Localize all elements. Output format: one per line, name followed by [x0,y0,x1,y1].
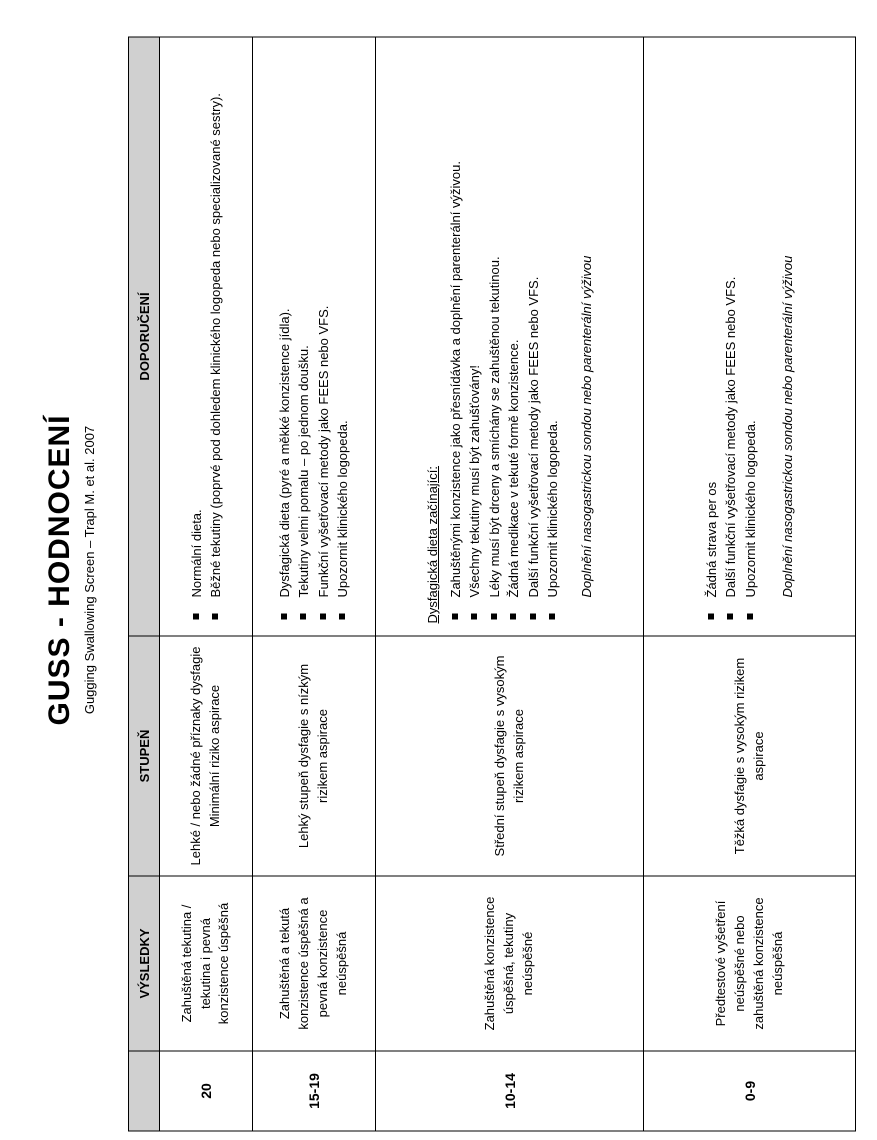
bullet-icon [510,613,516,619]
list-item [524,49,544,623]
result-cell: Zahuštěná a tekutá konzistence úspěšná a pevná konzistence neúspěšná [253,876,376,1051]
bullet-icon [212,613,218,619]
bullet-icon [530,613,536,619]
list-item [275,49,295,623]
list-item [702,49,722,623]
header-recommendations: DOPORUČENÍ [129,37,160,636]
bullet-icon [339,613,345,619]
list-item-text: Další funkční vyšetřovací metody jako FEES nebo VFS. [525,276,541,597]
bullet-icon [193,613,199,619]
list-item-text: Léky musí být drceny a smíchány se zahuštěnou tekutinou. [486,255,502,597]
list-item-text: Upozornit klinického logopeda. [545,419,561,597]
stage-cell: Těžká dysfagie s vysokým rizikem aspirace [644,636,856,876]
list-item [333,49,353,623]
stage-cell: Lehký stupeň dysfagie s nízkým rizikem aspirace [253,636,376,876]
result-cell: Zahuštěná tekutina / tekutina i pevná konzistence úspěšná [160,876,253,1051]
list-item [206,49,226,623]
list-item-text: Dysfagická dieta (pyré a měkké konzistence jídla). [276,307,292,597]
list-item [543,49,563,623]
score-cell: 0-9 [644,1051,856,1131]
table-row [644,37,856,1131]
list-item [741,49,761,623]
stage-cell: Lehké / nebo žádné příznaky dysfagie Minimální riziko aspirace [160,636,253,876]
list-item-text: Upozornit klinického logopeda. [335,419,351,597]
recommendation-intro: Dysfagická dieta začínající: [425,465,441,623]
result-cell: Předtestové vyšetření neúspěšné nebo zahuštěná konzistence neúspěšná [644,876,856,1051]
recommendation-cell [375,37,644,636]
list-item [465,49,485,623]
recommendation-list [187,49,226,623]
header-score [129,1051,160,1131]
table-wrapper [128,36,856,1131]
recommendation-note: Doplnění nasogastrickou sondou nebo parenterální výživou [780,255,796,597]
header-row [129,37,160,1131]
recommendation-cell [253,37,376,636]
list-item [314,49,334,623]
list-item [187,49,207,623]
table-body [160,37,856,1131]
list-item-text: Žádná medikace v tekuté formě konzistence. [506,339,522,597]
list-item [294,49,314,623]
page-title: GUSS - HODNOCENÍ [42,414,76,726]
bullet-icon [452,613,458,619]
guss-table [128,36,856,1131]
bullet-icon [708,613,714,619]
table-row [160,37,253,1131]
bullet-icon [300,613,306,619]
list-item-text: Zahuštěnými konzistence jako přesnídávka a doplnění parenterální výživou. [447,160,463,597]
bullet-icon [491,613,497,619]
title-rotated [43,20,97,1120]
score-cell: 15-19 [253,1051,376,1131]
page-subtitle: Gugging Swallowing Screen – Trapl M. et al. 2007 [81,425,97,715]
score-cell: 20 [160,1051,253,1131]
bullet-icon [549,613,555,619]
list-item-text: Funkční vyšetřovací metody jako FEES nebo VFS. [315,305,331,597]
bullet-icon [727,613,733,619]
list-item [504,49,524,623]
table-row [253,37,376,1131]
table-row [375,37,644,1131]
recommendation-cell [644,37,856,636]
bullet-icon [747,613,753,619]
title-block [22,0,117,1140]
recommendation-list [275,49,353,623]
result-cell: Zahuštěná konzistence úspěšná, tekutiny neúspěšné [375,876,644,1051]
list-item [721,49,741,623]
list-item-text: Normální dieta. [188,508,204,597]
bullet-icon [471,613,477,619]
recommendation-list [446,49,563,623]
list-item-text: Běžné tekutiny (poprvé pod dohledem klinického logopeda nebo specializované sestry). [208,92,224,597]
table-rotated [128,36,856,1131]
list-item-text: Další funkční vyšetřovací metody jako FEES nebo VFS. [723,276,739,597]
header-stage: STUPEŇ [129,636,160,876]
stage-cell: Střední stupeň dysfagie s vysokým rizikem aspirace [375,636,644,876]
list-item [446,49,466,623]
list-item [485,49,505,623]
bullet-icon [281,613,287,619]
recommendation-note: Doplnění nasogastrickou sondou nebo parenterální výživou [578,255,594,597]
list-item-text: Tekutiny velmi pomalu – po jednom doušku. [296,344,312,597]
list-item-text: Upozornit klinického logopeda. [742,419,758,597]
recommendation-cell [160,37,253,636]
recommendation-list [702,49,761,623]
list-item-text: Žádná strava per os [703,481,719,597]
bullet-icon [320,613,326,619]
list-item-text: Všechny tekutiny musí být zahušťovány! [467,364,483,597]
header-results: VÝSLEDKY [129,876,160,1051]
score-cell: 10-14 [375,1051,644,1131]
